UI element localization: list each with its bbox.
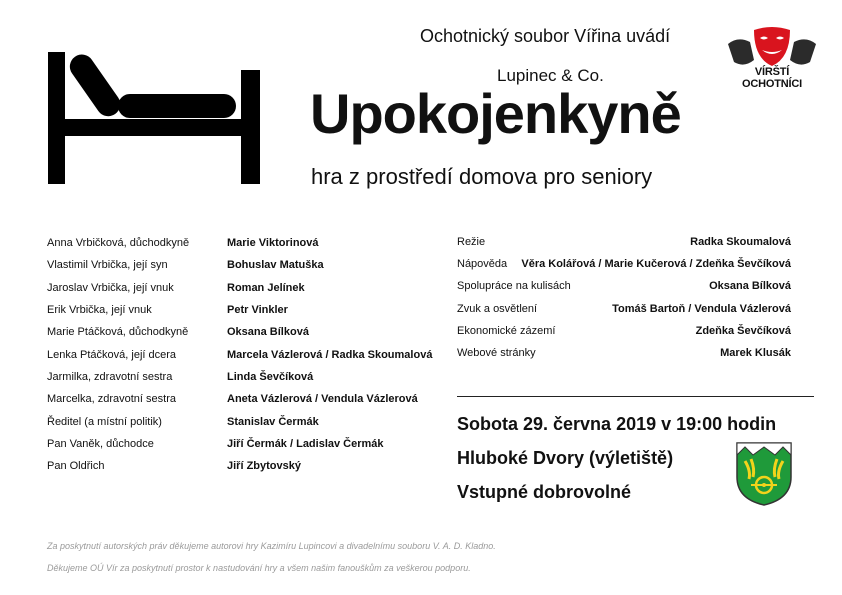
- cast-row: [47, 371, 447, 393]
- cast-actor: Linda Ševčíková: [227, 371, 314, 383]
- cast-role: Jarmilka, zdravotní sestra: [47, 371, 173, 383]
- cast-actor: Aneta Vázlerová / Vendula Vázlerová: [227, 393, 418, 405]
- event-admission: Vstupné dobrovolné: [457, 482, 632, 502]
- crew-row: [457, 303, 791, 325]
- crew-role: Nápověda: [457, 258, 508, 270]
- crew-row: [457, 325, 791, 347]
- crew-role: Ekonomické zázemí: [457, 325, 556, 337]
- cast-actor: Stanislav Čermák: [227, 416, 319, 428]
- coat-of-arms-icon: [735, 441, 793, 507]
- cast-row: [47, 393, 447, 415]
- cast-row: [47, 237, 447, 259]
- cast-row: [47, 326, 447, 348]
- cast-actor: Oksana Bílková: [227, 326, 309, 338]
- cast-role: Ředitel (a místní politik): [47, 416, 162, 428]
- crew-role: Zvuk a osvětlení: [457, 303, 538, 315]
- crew-name: Zdeňka Ševčíková: [695, 325, 791, 337]
- cast-role: Erik Vrbička, její vnuk: [47, 304, 152, 316]
- presents-line: Ochotnický soubor Vířina uvádí: [420, 26, 671, 46]
- crew-name: Oksana Bílková: [709, 280, 791, 292]
- cast-row: [47, 349, 447, 371]
- crew-role: Webové stránky: [457, 347, 536, 359]
- crew-row: [457, 236, 791, 258]
- divider-line: [457, 396, 814, 397]
- cast-row: [47, 282, 447, 304]
- cast-actor: Bohuslav Matuška: [227, 259, 324, 271]
- event-date-time: Sobota 29. června 2019 v 19:00 hodin: [457, 414, 777, 434]
- play-title: Upokojenkyně: [310, 82, 681, 145]
- crew-row: [457, 280, 791, 302]
- cast-role: Anna Vrbičková, důchodkyně: [47, 237, 190, 249]
- logo-text: VÍRŠTÍ OCHOTNÍCI: [742, 66, 802, 90]
- cast-role: Lenka Ptáčková, její dcera: [47, 349, 177, 361]
- cast-role: Marcelka, zdravotní sestra: [47, 393, 176, 405]
- cast-actor: Marcela Vázlerová / Radka Skoumalová: [227, 349, 433, 361]
- event-place: Hluboké Dvory (výletiště): [457, 448, 674, 468]
- crew-row: [457, 347, 791, 369]
- cast-actor: Jiří Čermák / Ladislav Čermák: [227, 438, 384, 450]
- cast-row: [47, 304, 447, 326]
- cast-actor: Petr Vinkler: [227, 304, 288, 316]
- cast-role: Pan Oldřich: [47, 460, 105, 472]
- author-line: Lupinec & Co.: [497, 66, 604, 85]
- crew-name: Marek Klusák: [720, 347, 791, 359]
- crew-role: Spolupráce na kulisách: [457, 280, 571, 292]
- cast-row: [47, 259, 447, 281]
- cast-actor: Roman Jelínek: [227, 282, 305, 294]
- footer-thanks-line: Děkujeme OÚ Vír za poskytnutí prostor k nastudování hry a všem našim fanouškům za veškerou podporu.: [47, 563, 471, 573]
- cast-actor: Jiří Zbytovský: [227, 460, 301, 472]
- cast-role: Pan Vaněk, důchodce: [47, 438, 154, 450]
- footer-credit-line: Za poskytnutí autorských práv děkujeme autorovi hry Kazimíru Lupincovi a divadelnímu souboru V. A. D. Kladno.: [47, 541, 496, 551]
- cast-row: [47, 460, 447, 482]
- cast-role: Vlastimil Vrbička, její syn: [47, 259, 168, 271]
- crew-name: Věra Kolářová / Marie Kučerová / Zdeňka Ševčíková: [521, 258, 791, 270]
- play-subtitle: hra z prostředí domova pro seniory: [311, 164, 653, 189]
- crew-row: [457, 258, 791, 280]
- cast-role: Marie Ptáčková, důchodkyně: [47, 326, 189, 338]
- crew-name: Radka Skoumalová: [690, 236, 791, 248]
- cast-row: [47, 416, 447, 438]
- crew-name: Tomáš Bartoň / Vendula Vázlerová: [612, 303, 791, 315]
- cast-role: Jaroslav Vrbička, její vnuk: [47, 282, 174, 294]
- bed-icon: [48, 52, 262, 184]
- cast-actor: Marie Viktorinová: [227, 237, 319, 249]
- cast-row: [47, 438, 447, 460]
- crew-role: Režie: [457, 236, 486, 248]
